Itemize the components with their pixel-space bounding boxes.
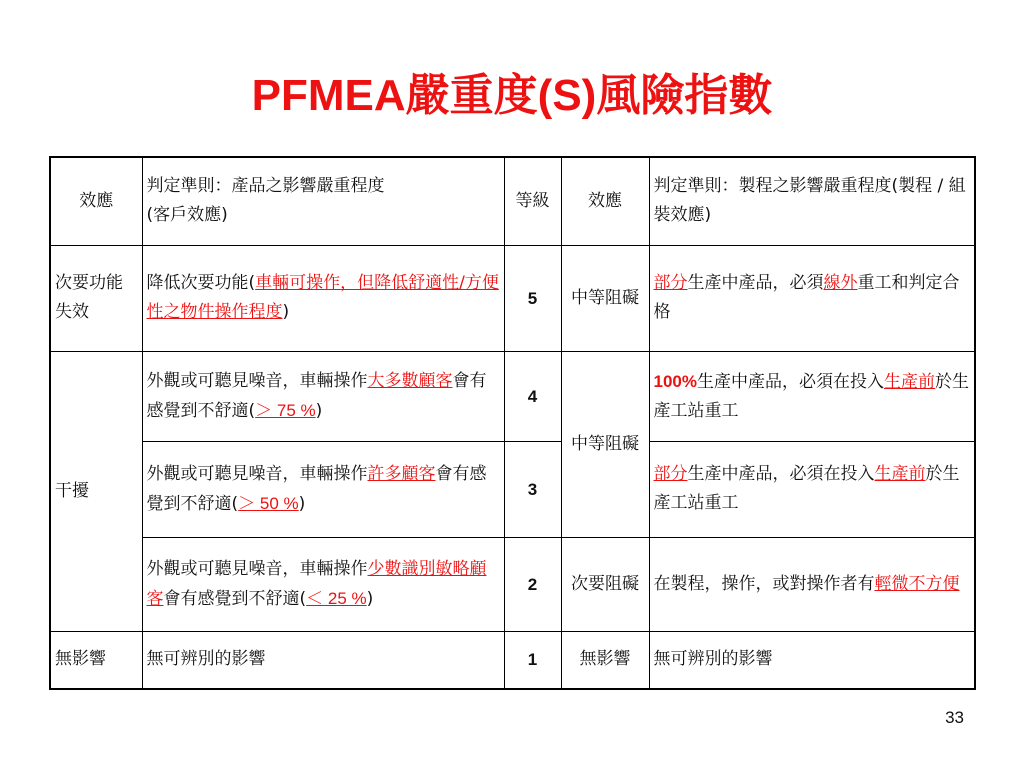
effect-cell: 無影響: [50, 631, 142, 689]
process-criteria-cell: 無可辨別的影響: [649, 631, 975, 689]
page-number: 33: [945, 708, 964, 727]
rank-cell: 4: [504, 351, 561, 441]
table-row: [50, 537, 975, 631]
effect-cell: 干擾: [50, 351, 142, 631]
page-title: PFMEA嚴重度(S)風險指數: [251, 71, 773, 120]
table-row: [50, 351, 975, 441]
rank-cell: 1: [504, 631, 561, 689]
effect-cell: 次要功能失效: [50, 245, 142, 351]
header-effect-process: 效應: [561, 157, 649, 245]
process-effect-cell: 無影響: [561, 631, 649, 689]
header-criteria-customer: 判定準則：產品之影響嚴重程度 (客戶效應): [142, 157, 504, 245]
rank-cell: 5: [504, 245, 561, 351]
process-effect-cell: 次要阻礙: [561, 537, 649, 631]
criteria-cell: 外觀或可聽見噪音，車輛操作少數識別敏略顧客會有感覺到不舒適(＜ 25 %): [142, 537, 504, 631]
process-criteria-cell: 100%生產中產品，必須在投入生產前於生產工站重工: [649, 351, 975, 441]
process-criteria-cell: 部分生產中產品，必須線外重工和判定合格: [649, 245, 975, 351]
severity-table: [49, 156, 976, 690]
process-effect-cell: 中等阻礙: [561, 245, 649, 351]
criteria-cell: 無可辨別的影響: [142, 631, 504, 689]
header-rank: 等級: [504, 157, 561, 245]
criteria-cell: 外觀或可聽見噪音，車輛操作許多顧客會有感覺到不舒適(＞ 50 %): [142, 441, 504, 537]
process-criteria-cell: 部分生產中產品，必須在投入生產前於生產工站重工: [649, 441, 975, 537]
process-effect-cell: 中等阻礙: [561, 351, 649, 537]
table-row: [50, 631, 975, 689]
table-row: [50, 441, 975, 537]
header-criteria-process: 判定準則：製程之影響嚴重程度(製程 / 組裝效應): [649, 157, 975, 245]
process-criteria-cell: 在製程，操作，或對操作者有輕微不方便: [649, 537, 975, 631]
header-effect-customer: 效應: [50, 157, 142, 245]
criteria-cell: 降低次要功能(車輛可操作，但降低舒適性/方便性之物件操作程度): [142, 245, 504, 351]
rank-cell: 3: [504, 441, 561, 537]
table-header-row: [50, 157, 975, 245]
rank-cell: 2: [504, 537, 561, 631]
table-row: [50, 245, 975, 351]
criteria-cell: 外觀或可聽見噪音，車輛操作大多數顧客會有感覺到不舒適(＞ 75 %): [142, 351, 504, 441]
